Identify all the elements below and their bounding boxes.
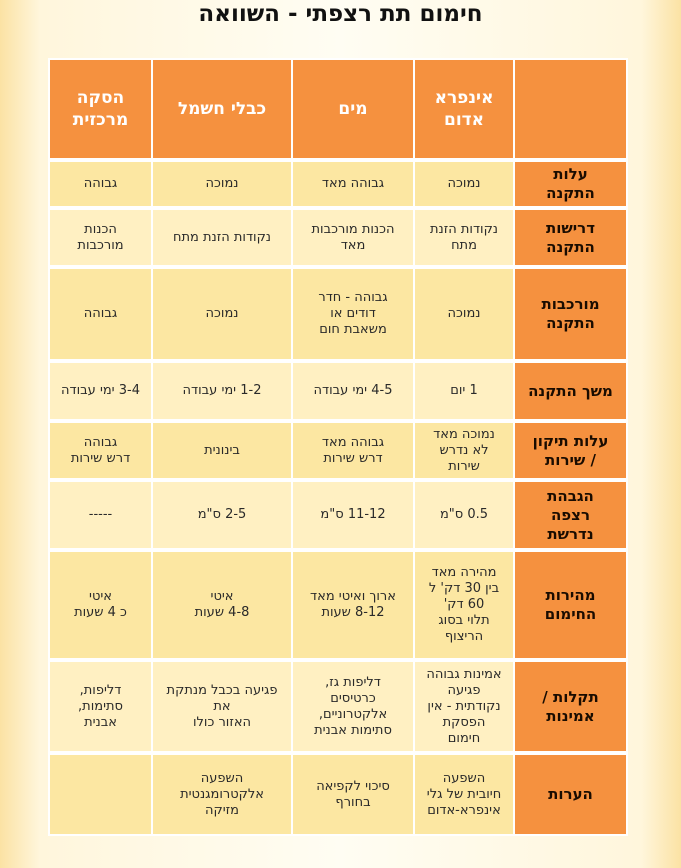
table-cell-water: 4-5 ימי עבודה [293,363,413,419]
column-header-infrared: אינפרא אדום [415,60,513,158]
row-label: דרישות התקנה [515,210,626,265]
row-label: הערות [515,755,626,834]
table-cell-central-heating: דליפות, סתימות, אבנית [50,662,151,751]
table-cell-central-heating: גבוהה [50,162,151,206]
row-label: משך התקנה [515,363,626,419]
comparison-table [48,58,628,836]
table-cell-infrared: נמוכה מאד לא נדרש שירות [415,423,513,478]
column-header-central-heating: הסקה מרכזית [50,60,151,158]
column-header-water: מים [293,60,413,158]
row-label: עלות תיקון / שירות [515,423,626,478]
table-cell-infrared: מהירה מאד בין 30 דק' ל 60 דק' תלוי בסוג הריצוף [415,552,513,658]
column-header-electric-cables: כבלי חשמל [153,60,291,158]
row-label: מהירות החימום [515,552,626,658]
row-label: הגבהת רצפה נדרשת [515,482,626,548]
table-cell-electric-cables: השפעה אלקטרומגנטית מזיקה [153,755,291,834]
table-cell-water: 11-12 ס"מ [293,482,413,548]
table-cell-water: הכנות מורכבות מאד [293,210,413,265]
table-cell-central-heating: הכנות מורכבות [50,210,151,265]
table-cell-central-heating: גבוהה [50,269,151,359]
table-cell-water: גבוהה - חדר דודים או משאבת חום [293,269,413,359]
header-corner [515,60,626,158]
table-cell-infrared: נקודות הזנת מתח [415,210,513,265]
table-cell-central-heating: גבוהה דרש שירות [50,423,151,478]
table-cell-infrared: 1 יום [415,363,513,419]
table-cell-electric-cables: בינונית [153,423,291,478]
page-title: חימום תת רצפתי - השוואה [198,1,483,27]
table-cell-electric-cables: נמוכה [153,162,291,206]
table-cell-water: סיכוי לקפיאה בחורף [293,755,413,834]
table-cell-water: דליפות גז, כרטיסים אלקטרוניים, סתימות אבנית [293,662,413,751]
table-cell-electric-cables: נמוכה [153,269,291,359]
table-cell-water: גבוהה מאד דרש שירות [293,423,413,478]
table-cell-infrared: 0.5 ס"מ [415,482,513,548]
table-cell-infrared: אמינות גבוהה פגיעה נקודתית - אין הפסקת חימום [415,662,513,751]
table-cell-electric-cables: 2-5 ס"מ [153,482,291,548]
table-cell-central-heating [50,755,151,834]
table-cell-central-heating: ----- [50,482,151,548]
table-cell-central-heating: איטי כ 4 שעות [50,552,151,658]
row-label: עלות התקנה [515,162,626,206]
table-cell-electric-cables: נקודות הזנת מתח [153,210,291,265]
table-cell-electric-cables: איטי 4-8 שעות [153,552,291,658]
row-label: תקלות / אמינות [515,662,626,751]
table-cell-central-heating: 3-4 ימי עבודה [50,363,151,419]
table-cell-water: ארוך ואיטי מאד 8-12 שעות [293,552,413,658]
table-cell-infrared: נמוכה [415,162,513,206]
table-cell-electric-cables: פגיעה בכבל מנתקת את האזור כולו [153,662,291,751]
table-cell-infrared: השפעה חיובית של גלי אינפרא-אדום [415,755,513,834]
table-cell-infrared: נמוכה [415,269,513,359]
table-cell-electric-cables: 1-2 ימי עבודה [153,363,291,419]
table-cell-water: גבוהה מאד [293,162,413,206]
row-label: מורכבות התקנה [515,269,626,359]
